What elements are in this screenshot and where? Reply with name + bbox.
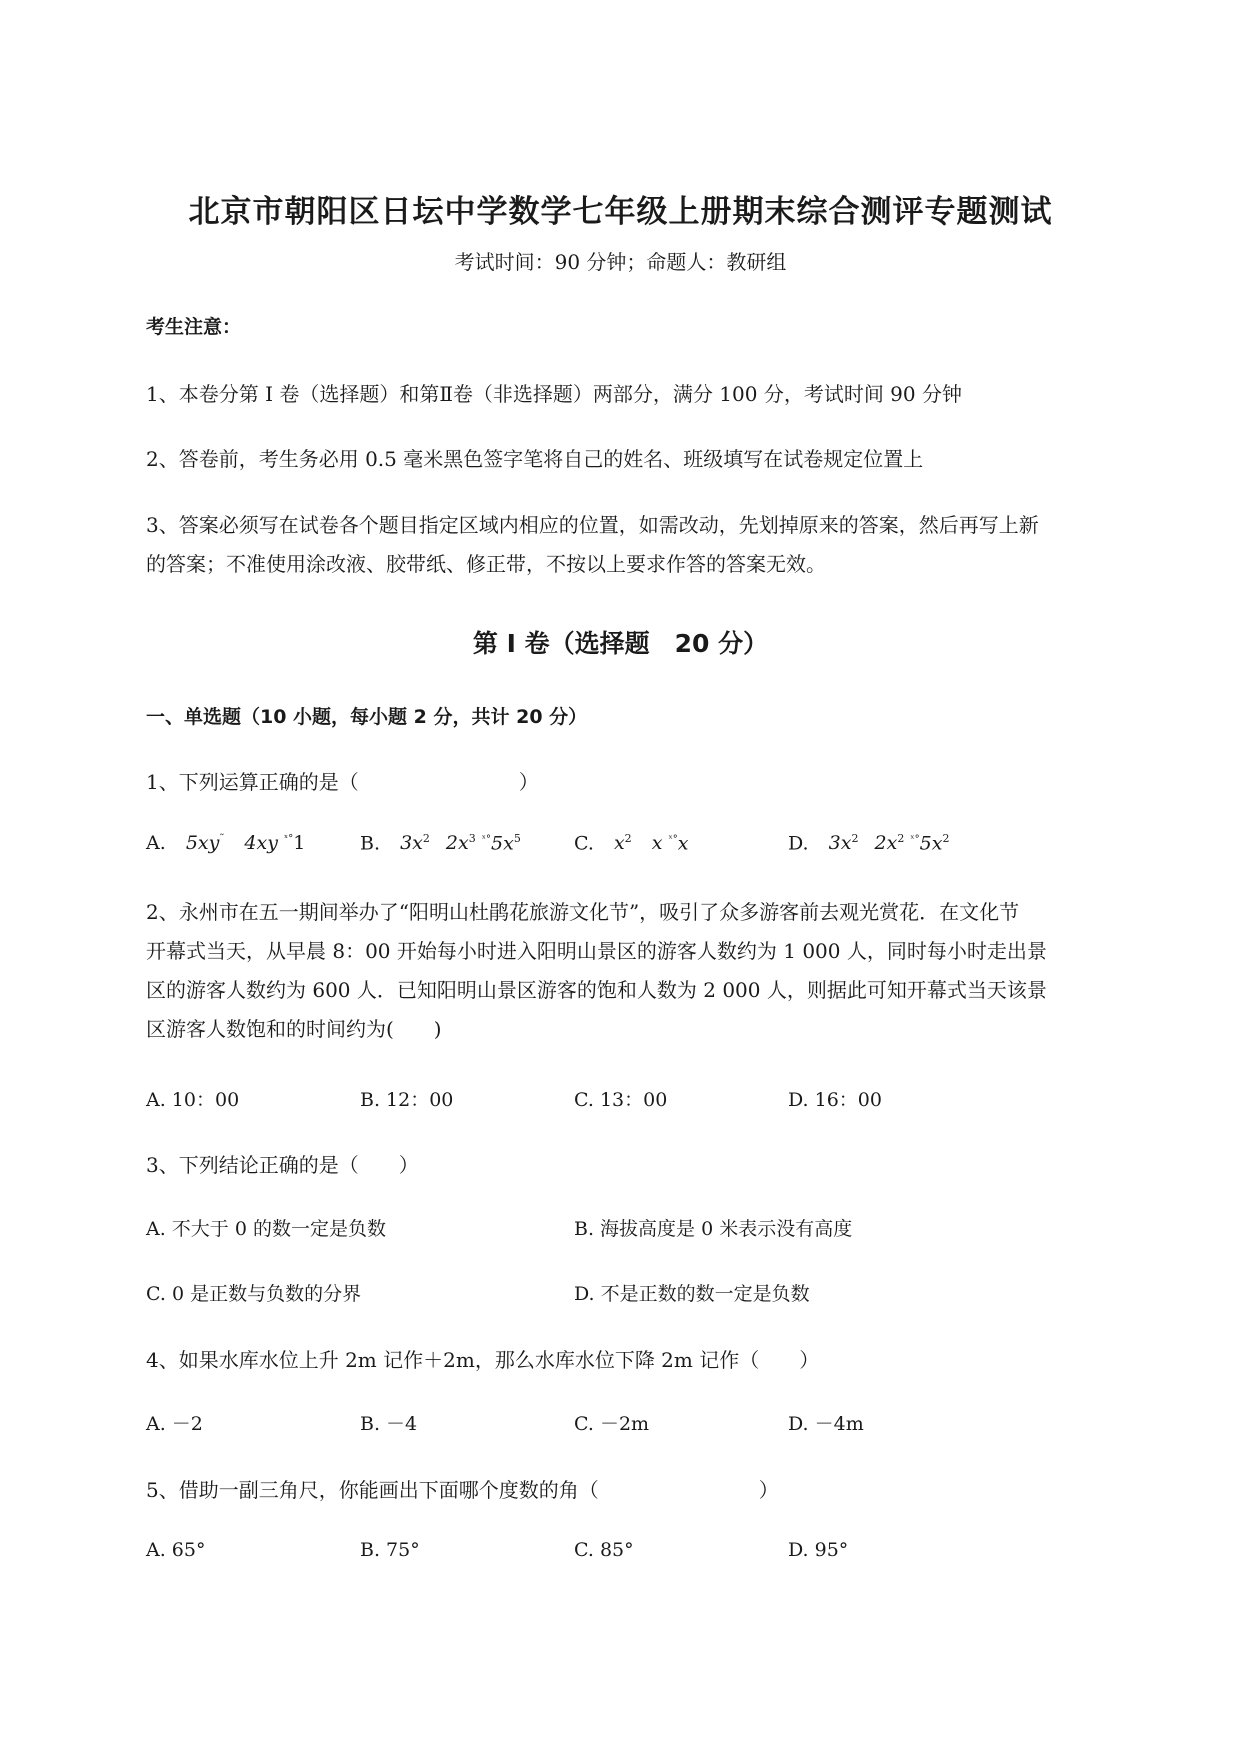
option-c[interactable]: C. 0 是正数与负数的分界: [146, 1283, 362, 1305]
option-a[interactable]: A. －2: [146, 1413, 203, 1435]
option-c[interactable]: [574, 832, 688, 854]
math-term: 3x: [400, 832, 423, 855]
option-b[interactable]: B. －4: [360, 1413, 418, 1435]
question-stem: 区的游客人数约为 600 人．已知阳明山景区游客的饱和人数为 2 000 人，则据此可知开幕式当天该景: [146, 978, 1047, 1002]
math-term: 5xy: [185, 832, 220, 854]
math-symbol: ˣ°: [284, 833, 294, 845]
notice-item: 2、答卷前，考生务必用 0.5 毫米黑色签字笔将自己的姓名、班级填写在试卷规定位置上: [146, 447, 924, 471]
math-exponent: 2: [624, 832, 632, 845]
option-a[interactable]: A. 不大于 0 的数一定是负数: [146, 1218, 386, 1240]
option-d[interactable]: D. 16：00: [788, 1089, 882, 1111]
part-heading: 一、单选题（10 小题，每小题 2 分，共计 20 分）: [146, 706, 588, 728]
option-b[interactable]: B. 75°: [360, 1539, 420, 1561]
question-stem: 1、下列运算正确的是（ ）: [146, 770, 539, 794]
option-c[interactable]: C. 85°: [574, 1539, 634, 1561]
option-label: A.: [146, 832, 166, 854]
math-term: x: [677, 832, 689, 855]
math-term: 2x: [445, 832, 469, 855]
math-term: 5x: [491, 832, 514, 855]
section-title: 第 I 卷（选择题 20 分）: [472, 629, 769, 658]
option-a[interactable]: A. 10：00: [146, 1089, 240, 1111]
question-stem: 2、永州市在五一期间举办了“阳明山杜鹃花旅游文化节”，吸引了众多游客前去观光赏花．在文化节: [146, 900, 1020, 924]
math-mark: ˜: [219, 833, 225, 845]
math-term: 5x: [919, 832, 943, 855]
math-term: 1: [293, 832, 306, 854]
notice-item: 3、答案必须写在试卷各个题目指定区域内相应的位置，如需改动，先划掉原来的答案，然后再写上新: [146, 513, 1039, 537]
math-exponent: 2: [422, 832, 430, 845]
notice-item: 1、本卷分第 I 卷（选择题）和第Ⅱ卷（非选择题）两部分，满分 100 分，考试时间 90 分钟: [146, 382, 962, 406]
math-symbol: ˣ°: [481, 834, 492, 845]
math-exponent: 2: [897, 832, 905, 845]
option-d[interactable]: [788, 832, 949, 854]
option-d[interactable]: D. －4m: [788, 1413, 864, 1435]
math-symbol: ˣ°: [668, 834, 678, 845]
math-term: 4xy: [244, 832, 278, 854]
math-exponent: 2: [942, 832, 950, 845]
question-stem: 开幕式当天，从早晨 8：00 开始每小时进入阳明山景区的游客人数约为 1 000 人，同时每小时走出景: [146, 939, 1047, 963]
question-stem: 3、下列结论正确的是（ ）: [146, 1153, 419, 1177]
option-label: C.: [574, 832, 594, 855]
math-term: x: [613, 832, 625, 855]
option-b[interactable]: B. 12：00: [360, 1089, 454, 1111]
math-symbol: ˣ°: [910, 834, 920, 845]
question-stem: 区游客人数饱和的时间约为( ): [146, 1017, 442, 1041]
math-term: x: [651, 832, 663, 855]
math-term: 2x: [874, 832, 898, 855]
question-stem: 4、如果水库水位上升 2m 记作＋2m，那么水库水位下降 2m 记作（ ）: [146, 1348, 820, 1372]
option-d[interactable]: D. 不是正数的数一定是负数: [574, 1283, 810, 1305]
option-c[interactable]: C. 13：00: [574, 1089, 668, 1111]
option-c[interactable]: C. －2m: [574, 1413, 650, 1435]
option-b[interactable]: [360, 832, 521, 854]
notice-item: 的答案；不准使用涂改液、胶带纸、修正带，不按以上要求作答的答案无效。: [146, 552, 826, 576]
option-a[interactable]: A. 65°: [146, 1539, 206, 1561]
exam-info: 考试时间：90 分钟；命题人：教研组: [454, 250, 787, 274]
page-title: 北京市朝阳区日坛中学数学七年级上册期末综合测评专题测试: [188, 194, 1053, 230]
math-exponent: 2: [851, 832, 859, 845]
question-stem: 5、借助一副三角尺，你能画出下面哪个度数的角（ ）: [146, 1478, 779, 1502]
option-label: D.: [788, 832, 809, 855]
option-b[interactable]: B. 海拔高度是 0 米表示没有高度: [574, 1218, 853, 1240]
notice-heading: 考生注意：: [146, 316, 242, 338]
option-d[interactable]: D. 95°: [788, 1539, 849, 1561]
option-a[interactable]: [146, 832, 305, 854]
math-term: 3x: [828, 832, 852, 855]
math-exponent: 3: [468, 832, 476, 845]
math-exponent: 5: [513, 832, 521, 845]
option-label: B.: [360, 832, 381, 855]
